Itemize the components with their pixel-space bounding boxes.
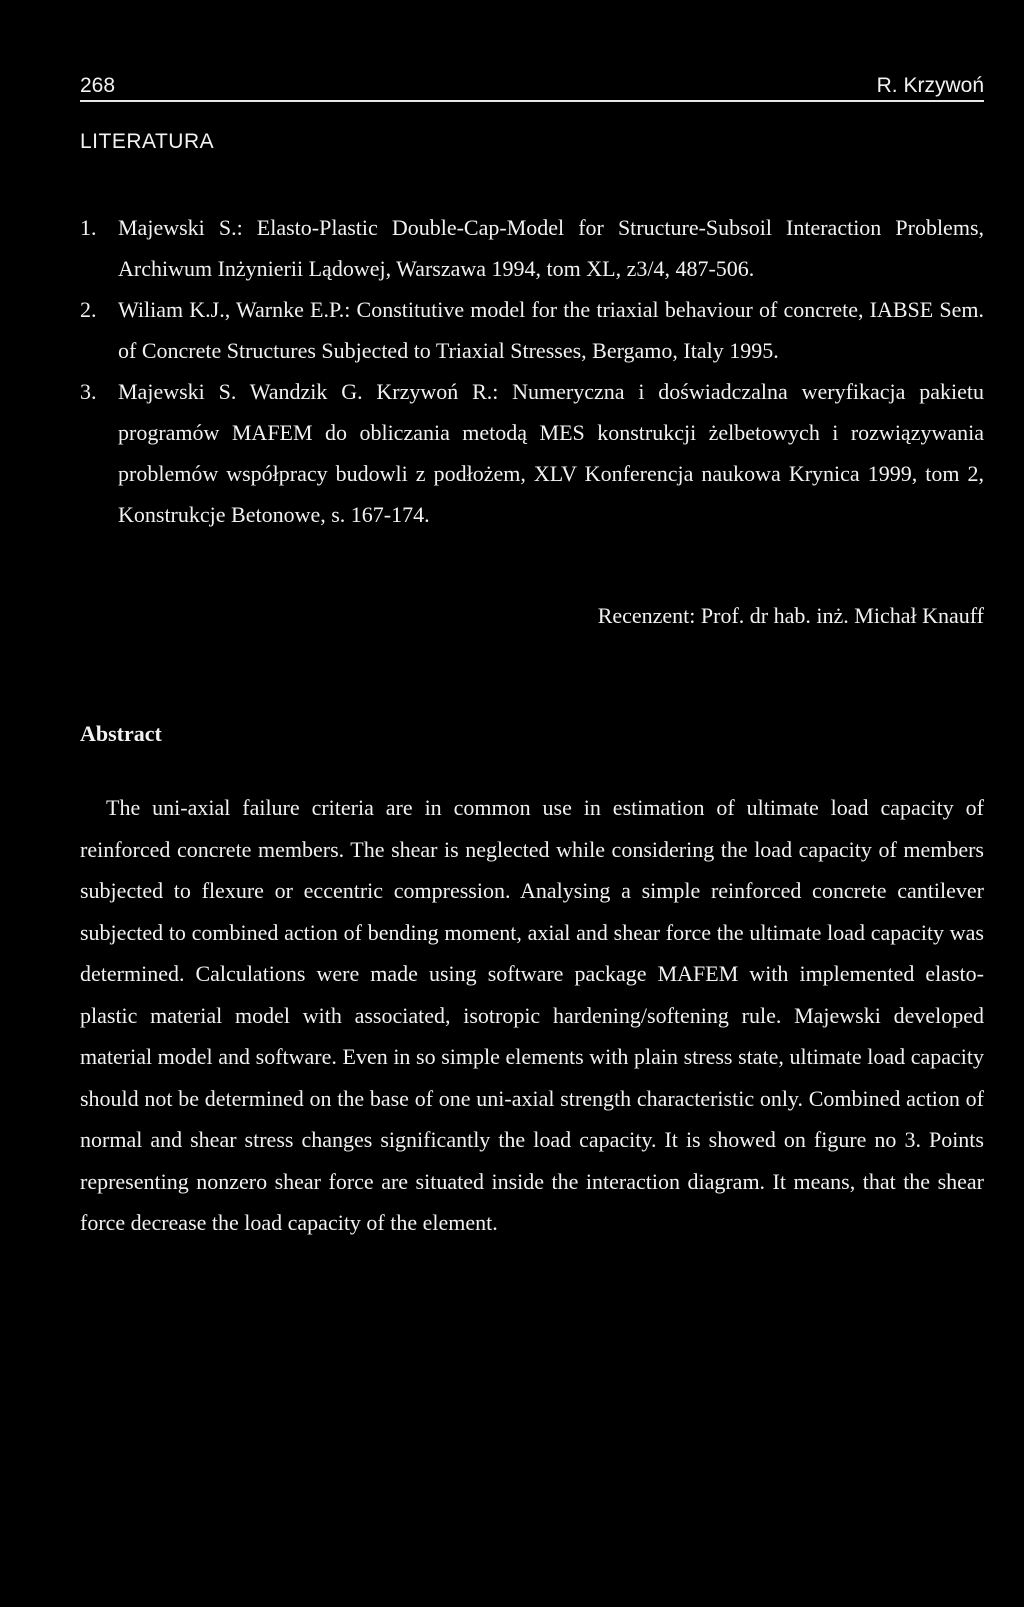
- reference-item: [80, 207, 984, 289]
- reference-number: 2.: [80, 297, 97, 322]
- reference-text: Majewski S.: Elasto-Plastic Double-Cap-Model for Structure-Subsoil Interaction Problems, Archiwum Inżynierii Lądowej, Warszawa 1994, tom XL, z3/4, 487-506.: [118, 215, 984, 281]
- abstract-body: The uni-axial failure criteria are in common use in estimation of ultimate load capacity of reinforced concrete members. The shear is neglected while considering the load capacity of members subjected to flexure or eccentric compression. Analysing a simple reinforced concrete cantilever subjected to combined action of bending moment, axial and shear force the ultimate load capacity was determined. Calculations were made using software package MAFEM with implemented elasto-plastic material model with associated, isotropic hardening/softening rule. Majewski developed material model and software. Even in so simple elements with plain stress state, ultimate load capacity should not be determined on the base of one uni-axial strength characteristic only. Combined action of normal and shear stress changes significantly the load capacity. It is showed on figure no 3. Points representing nonzero shear force are situated inside the interaction diagram. It means, that the shear force decrease the load capacity of the element.: [80, 795, 984, 1235]
- page-number: 268: [80, 74, 116, 97]
- reference-item: [80, 371, 984, 535]
- reference-item: [80, 289, 984, 371]
- reference-text: Wiliam K.J., Warnke E.P.: Constitutive model for the triaxial behaviour of concrete, IABSE Sem. of Concrete Structures Subjected to Triaxial Stresses, Bergamo, Italy 1995.: [118, 297, 984, 363]
- page-header: [80, 70, 984, 102]
- abstract-heading: Abstract: [80, 721, 162, 746]
- reviewer-note: Recenzent: Prof. dr hab. inż. Michał Knauff: [597, 603, 984, 628]
- reference-list: [80, 207, 984, 535]
- reference-number: 1.: [80, 215, 97, 240]
- reference-text: Majewski S. Wandzik G. Krzywoń R.: Numeryczna i doświadczalna weryfikacja pakietu programów MAFEM do obliczania metodą MES konstrukcji żelbetowych i rozwiązywania problemów współpracy budowli z podłożem, XLV Konferencja naukowa Krynica 1999, tom 2, Konstrukcje Betonowe, s. 167-174.: [118, 379, 984, 527]
- literature-heading: LITERATURA: [80, 130, 215, 153]
- reference-number: 3.: [80, 379, 97, 404]
- running-head: R. Krzywoń: [876, 74, 984, 97]
